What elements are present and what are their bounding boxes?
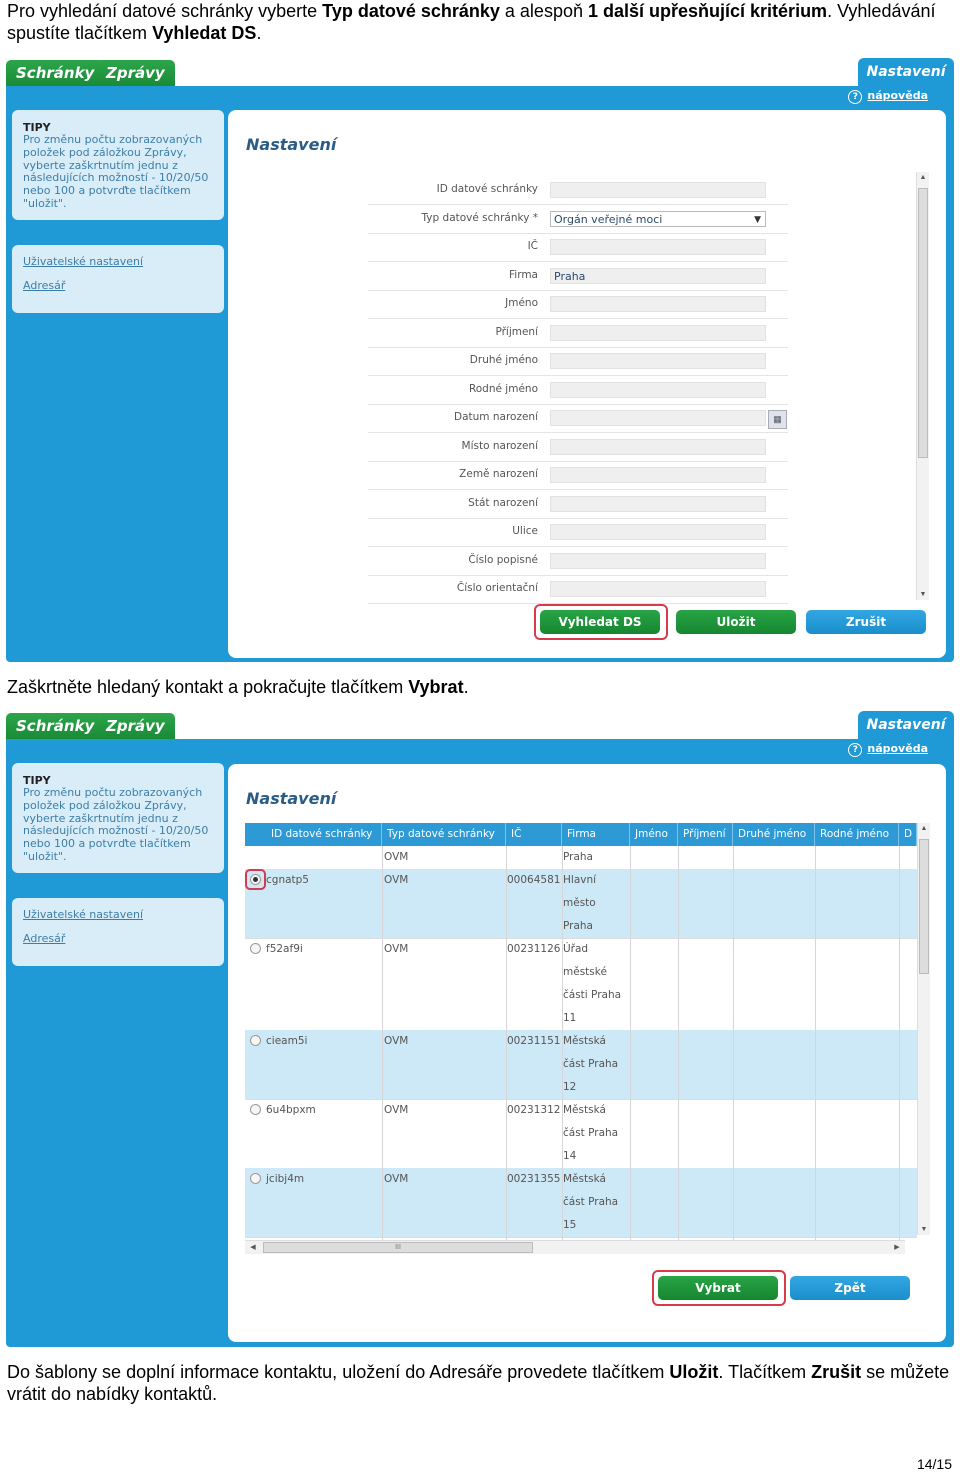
table-cell: 11: [563, 1012, 577, 1024]
table-cell: jcibj4m: [266, 1173, 305, 1185]
column-header[interactable]: Příjmení: [678, 823, 733, 846]
form-input[interactable]: [550, 496, 766, 512]
scroll-up-arrow-icon[interactable]: ▲: [920, 825, 928, 832]
outro-text: . Tlačítkem: [718, 1362, 812, 1382]
form-label: IČ: [527, 240, 538, 252]
intro-bold-search: Vyhledat DS: [152, 23, 257, 43]
table-cell: Hlavní: [563, 874, 597, 886]
link-user-settings[interactable]: Uživatelské nastavení: [23, 255, 144, 268]
form-scrollbar[interactable]: [916, 172, 929, 600]
intro-bold-type: Typ datové schránky: [322, 1, 500, 21]
table-cell: Městská: [563, 1104, 606, 1116]
tab-nastaveni[interactable]: Nastavení: [858, 711, 954, 739]
tab-zpravy[interactable]: Zprávy: [96, 713, 175, 739]
help-link[interactable]: [848, 742, 928, 757]
form-label: Místo narození: [461, 439, 538, 452]
tab-strip: [6, 711, 954, 739]
form-row: [368, 376, 788, 405]
table-cell: 00231312: [507, 1104, 561, 1116]
hscroll-thumb[interactable]: III: [263, 1242, 533, 1253]
form-row: [368, 518, 788, 547]
middle-text: Zaškrtněte hledaný kontakt a pokračujte tlačítkem: [7, 677, 409, 697]
table-cell: 00064581: [507, 874, 561, 886]
form-row: [368, 176, 788, 205]
column-divider: [733, 846, 734, 1243]
table-cell: cgnatp5: [266, 874, 309, 886]
column-header[interactable]: Druhé jméno: [733, 823, 815, 846]
tips-title: TIPY: [23, 121, 51, 134]
table-row[interactable]: [245, 869, 917, 939]
sidebar-links-panel: [12, 898, 224, 966]
page-title: Nastavení: [246, 789, 337, 808]
column-header[interactable]: ID datové schránky: [266, 823, 382, 846]
datbox-type-select[interactable]: [550, 211, 766, 227]
page-number: 14/15: [916, 1456, 952, 1472]
main-content: [228, 764, 946, 1342]
results-table: [245, 823, 917, 1243]
form-input[interactable]: [550, 553, 766, 569]
table-cell: část Praha: [563, 1196, 619, 1208]
screenshot-search-form: [6, 58, 954, 662]
table-cell: f52af9i: [266, 943, 303, 955]
scroll-up-arrow-icon[interactable]: ▲: [919, 174, 927, 181]
form-label: Typ datové schránky *: [421, 211, 538, 224]
form-row: [368, 461, 788, 490]
column-divider: [562, 846, 563, 1243]
form-label: Příjmení: [495, 325, 538, 338]
form-row: [368, 490, 788, 519]
table-cell: část Praha: [563, 1058, 619, 1070]
scroll-left-arrow-icon[interactable]: ◀: [250, 1244, 256, 1251]
table-row[interactable]: [245, 1030, 917, 1100]
table-cell: 00231126: [507, 943, 561, 955]
outro-bold-save: Uložit: [669, 1362, 719, 1382]
select-button[interactable]: Vybrat: [658, 1276, 778, 1300]
radio-button[interactable]: [250, 1104, 261, 1115]
link-address-book[interactable]: Adresář: [23, 932, 66, 945]
table-cell: 12: [563, 1081, 577, 1093]
cancel-button[interactable]: Zrušit: [806, 610, 926, 634]
form-row: [368, 547, 788, 576]
tips-panel: [12, 763, 224, 873]
sidebar-links-panel: [12, 245, 224, 313]
column-header[interactable]: Typ datové schránky: [382, 823, 506, 846]
main-content: [228, 110, 946, 658]
table-cell: městské: [563, 966, 607, 978]
form-input[interactable]: [550, 524, 766, 540]
table-cell: Praha: [563, 851, 593, 863]
form-label: Jméno: [505, 297, 538, 309]
tab-schranky[interactable]: Schránky: [6, 60, 104, 86]
form-label: Druhé jméno: [469, 354, 538, 366]
tips-text: Pro změnu počtu zobrazovaných položek pod záložkou Zprávy, vyberte zaškrtnutím jednu z následujících možností - 10/20/50 nebo 100 a potvrďte tlačítkem "uložit".: [23, 786, 209, 863]
scroll-down-arrow-icon[interactable]: ▼: [920, 1226, 928, 1233]
column-divider: [506, 846, 507, 1243]
form-input[interactable]: [550, 353, 766, 369]
scroll-down-arrow-icon[interactable]: ▼: [919, 591, 927, 598]
form-row: [368, 575, 788, 604]
back-button[interactable]: Zpět: [790, 1276, 910, 1300]
table-cell: 00231355: [507, 1173, 561, 1185]
form-input[interactable]: [550, 410, 766, 426]
link-user-settings[interactable]: Uživatelské nastavení: [23, 908, 144, 921]
table-cell: část Praha: [563, 1127, 619, 1139]
intro-text: Pro vyhledání datové schránky vyberte: [7, 1, 323, 21]
form-row: [368, 347, 788, 376]
column-divider: [382, 846, 383, 1243]
table-cell: OVM: [384, 851, 409, 863]
form-input[interactable]: [550, 239, 766, 255]
screenshot-results: [6, 711, 954, 1347]
radio-button[interactable]: [250, 1035, 261, 1046]
table-row[interactable]: [245, 1099, 917, 1169]
table-cell: cieam5i: [266, 1035, 308, 1047]
table-cell: 6u4bpxm: [266, 1104, 316, 1116]
column-header[interactable]: Rodné jméno: [815, 823, 899, 846]
table-cell: OVM: [384, 1104, 409, 1116]
table-cell: 00231151: [507, 1035, 561, 1047]
form-row: [368, 404, 788, 433]
column-header[interactable]: D: [899, 823, 917, 846]
intro-bold-criterion: 1 další upřesňující kritérium: [587, 1, 828, 21]
column-divider: [899, 846, 900, 1243]
tab-nastaveni[interactable]: Nastavení: [858, 58, 954, 86]
intro-text: . Vyhledávání spustíte tlačítkem: [7, 1, 936, 43]
table-cell: OVM: [384, 1173, 409, 1185]
search-ds-button[interactable]: Vyhledat DS: [540, 610, 660, 634]
form-row: [368, 205, 788, 234]
tab-strip: [6, 58, 954, 86]
radio-button[interactable]: [250, 1173, 261, 1184]
outro-bold-cancel: Zrušit: [811, 1362, 862, 1382]
outro-paragraph: [7, 1361, 955, 1405]
intro-text: .: [256, 23, 262, 43]
table-cell: části Praha: [563, 989, 622, 1001]
help-label: nápověda: [867, 742, 928, 755]
column-header[interactable]: IČ: [506, 823, 562, 846]
form-label: Země narození: [459, 468, 538, 480]
table-cell: Městská: [563, 1173, 606, 1185]
form-input[interactable]: [550, 182, 766, 198]
form-input[interactable]: [550, 268, 766, 284]
form-input[interactable]: [550, 467, 766, 483]
table-hscrollbar[interactable]: [245, 1240, 905, 1254]
table-cell: Městská: [563, 1035, 606, 1047]
column-divider: [678, 846, 679, 1243]
table-row[interactable]: [245, 846, 917, 870]
help-icon: ?: [848, 90, 862, 104]
table-row[interactable]: [245, 938, 917, 1031]
column-divider: [630, 846, 631, 1243]
column-header[interactable]: Jméno: [630, 823, 678, 846]
form-label: Číslo orientační: [456, 582, 538, 594]
form-input[interactable]: [550, 325, 766, 341]
tips-panel: [12, 110, 224, 220]
radio-button[interactable]: [250, 943, 261, 954]
form-row: [368, 233, 788, 262]
form-row: [368, 319, 788, 348]
input-value: Praha: [554, 269, 586, 283]
table-row[interactable]: [245, 1168, 917, 1238]
intro-paragraph: [7, 0, 955, 44]
form-row: [368, 433, 788, 462]
calendar-icon[interactable]: ▦: [768, 410, 787, 429]
help-link[interactable]: [848, 89, 928, 104]
table-cell: město: [563, 897, 596, 909]
table-cell: OVM: [384, 874, 409, 886]
table-cell: OVM: [384, 943, 409, 955]
form-label: Číslo popisné: [468, 553, 538, 566]
middle-text: .: [463, 677, 469, 697]
table-cell: 15: [563, 1219, 577, 1231]
column-header[interactable]: Firma: [562, 823, 630, 846]
form-input[interactable]: [550, 296, 766, 312]
tab-schranky[interactable]: Schránky: [6, 713, 104, 739]
form-row: [368, 262, 788, 291]
page-title: Nastavení: [246, 135, 337, 154]
input-value: Orgán veřejné moci: [554, 212, 663, 226]
help-label: nápověda: [867, 89, 928, 102]
intro-text: a alespoň: [499, 1, 588, 21]
form-input[interactable]: [550, 439, 766, 455]
form-input[interactable]: [550, 382, 766, 398]
radio-highlight: [245, 869, 266, 890]
scroll-thumb[interactable]: [919, 839, 929, 974]
form-label: Firma: [509, 268, 538, 281]
outro-text: Do šablony se doplní informace kontaktu, uložení do Adresáře provedete tlačítkem: [7, 1362, 670, 1382]
table-vscrollbar[interactable]: [917, 823, 930, 1235]
table-cell: Úřad: [563, 943, 589, 955]
form-label: Rodné jméno: [468, 382, 538, 395]
form-label: Stát narození: [468, 496, 538, 509]
scroll-right-arrow-icon[interactable]: ▶: [894, 1244, 900, 1251]
outro-text: se můžete vrátit do nabídky kontaktů.: [7, 1362, 950, 1404]
table-cell: OVM: [384, 1035, 409, 1047]
link-address-book[interactable]: Adresář: [23, 279, 66, 292]
help-icon: ?: [848, 743, 862, 757]
table-header: [245, 823, 917, 846]
form-row: [368, 290, 788, 319]
tips-title: TIPY: [23, 774, 51, 787]
form-label: Ulice: [512, 525, 538, 537]
dropdown-arrow-icon[interactable]: ▼: [754, 214, 761, 225]
table-cell: Praha: [563, 920, 593, 932]
form-label: ID datové schránky: [436, 183, 538, 195]
form-label: Datum narození: [454, 411, 538, 423]
scroll-thumb[interactable]: [918, 188, 928, 458]
form-input[interactable]: [550, 581, 766, 597]
column-divider: [815, 846, 816, 1243]
tab-zpravy[interactable]: Zprávy: [96, 60, 175, 86]
middle-paragraph: [7, 676, 955, 698]
middle-bold-select: Vybrat: [408, 677, 464, 697]
save-button[interactable]: Uložit: [676, 610, 796, 634]
tips-text: Pro změnu počtu zobrazovaných položek pod záložkou Zprávy, vyberte zaškrtnutím jednu z následujících možností - 10/20/50 nebo 100 a potvrďte tlačítkem "uložit".: [23, 133, 209, 210]
table-cell: 14: [563, 1150, 577, 1162]
